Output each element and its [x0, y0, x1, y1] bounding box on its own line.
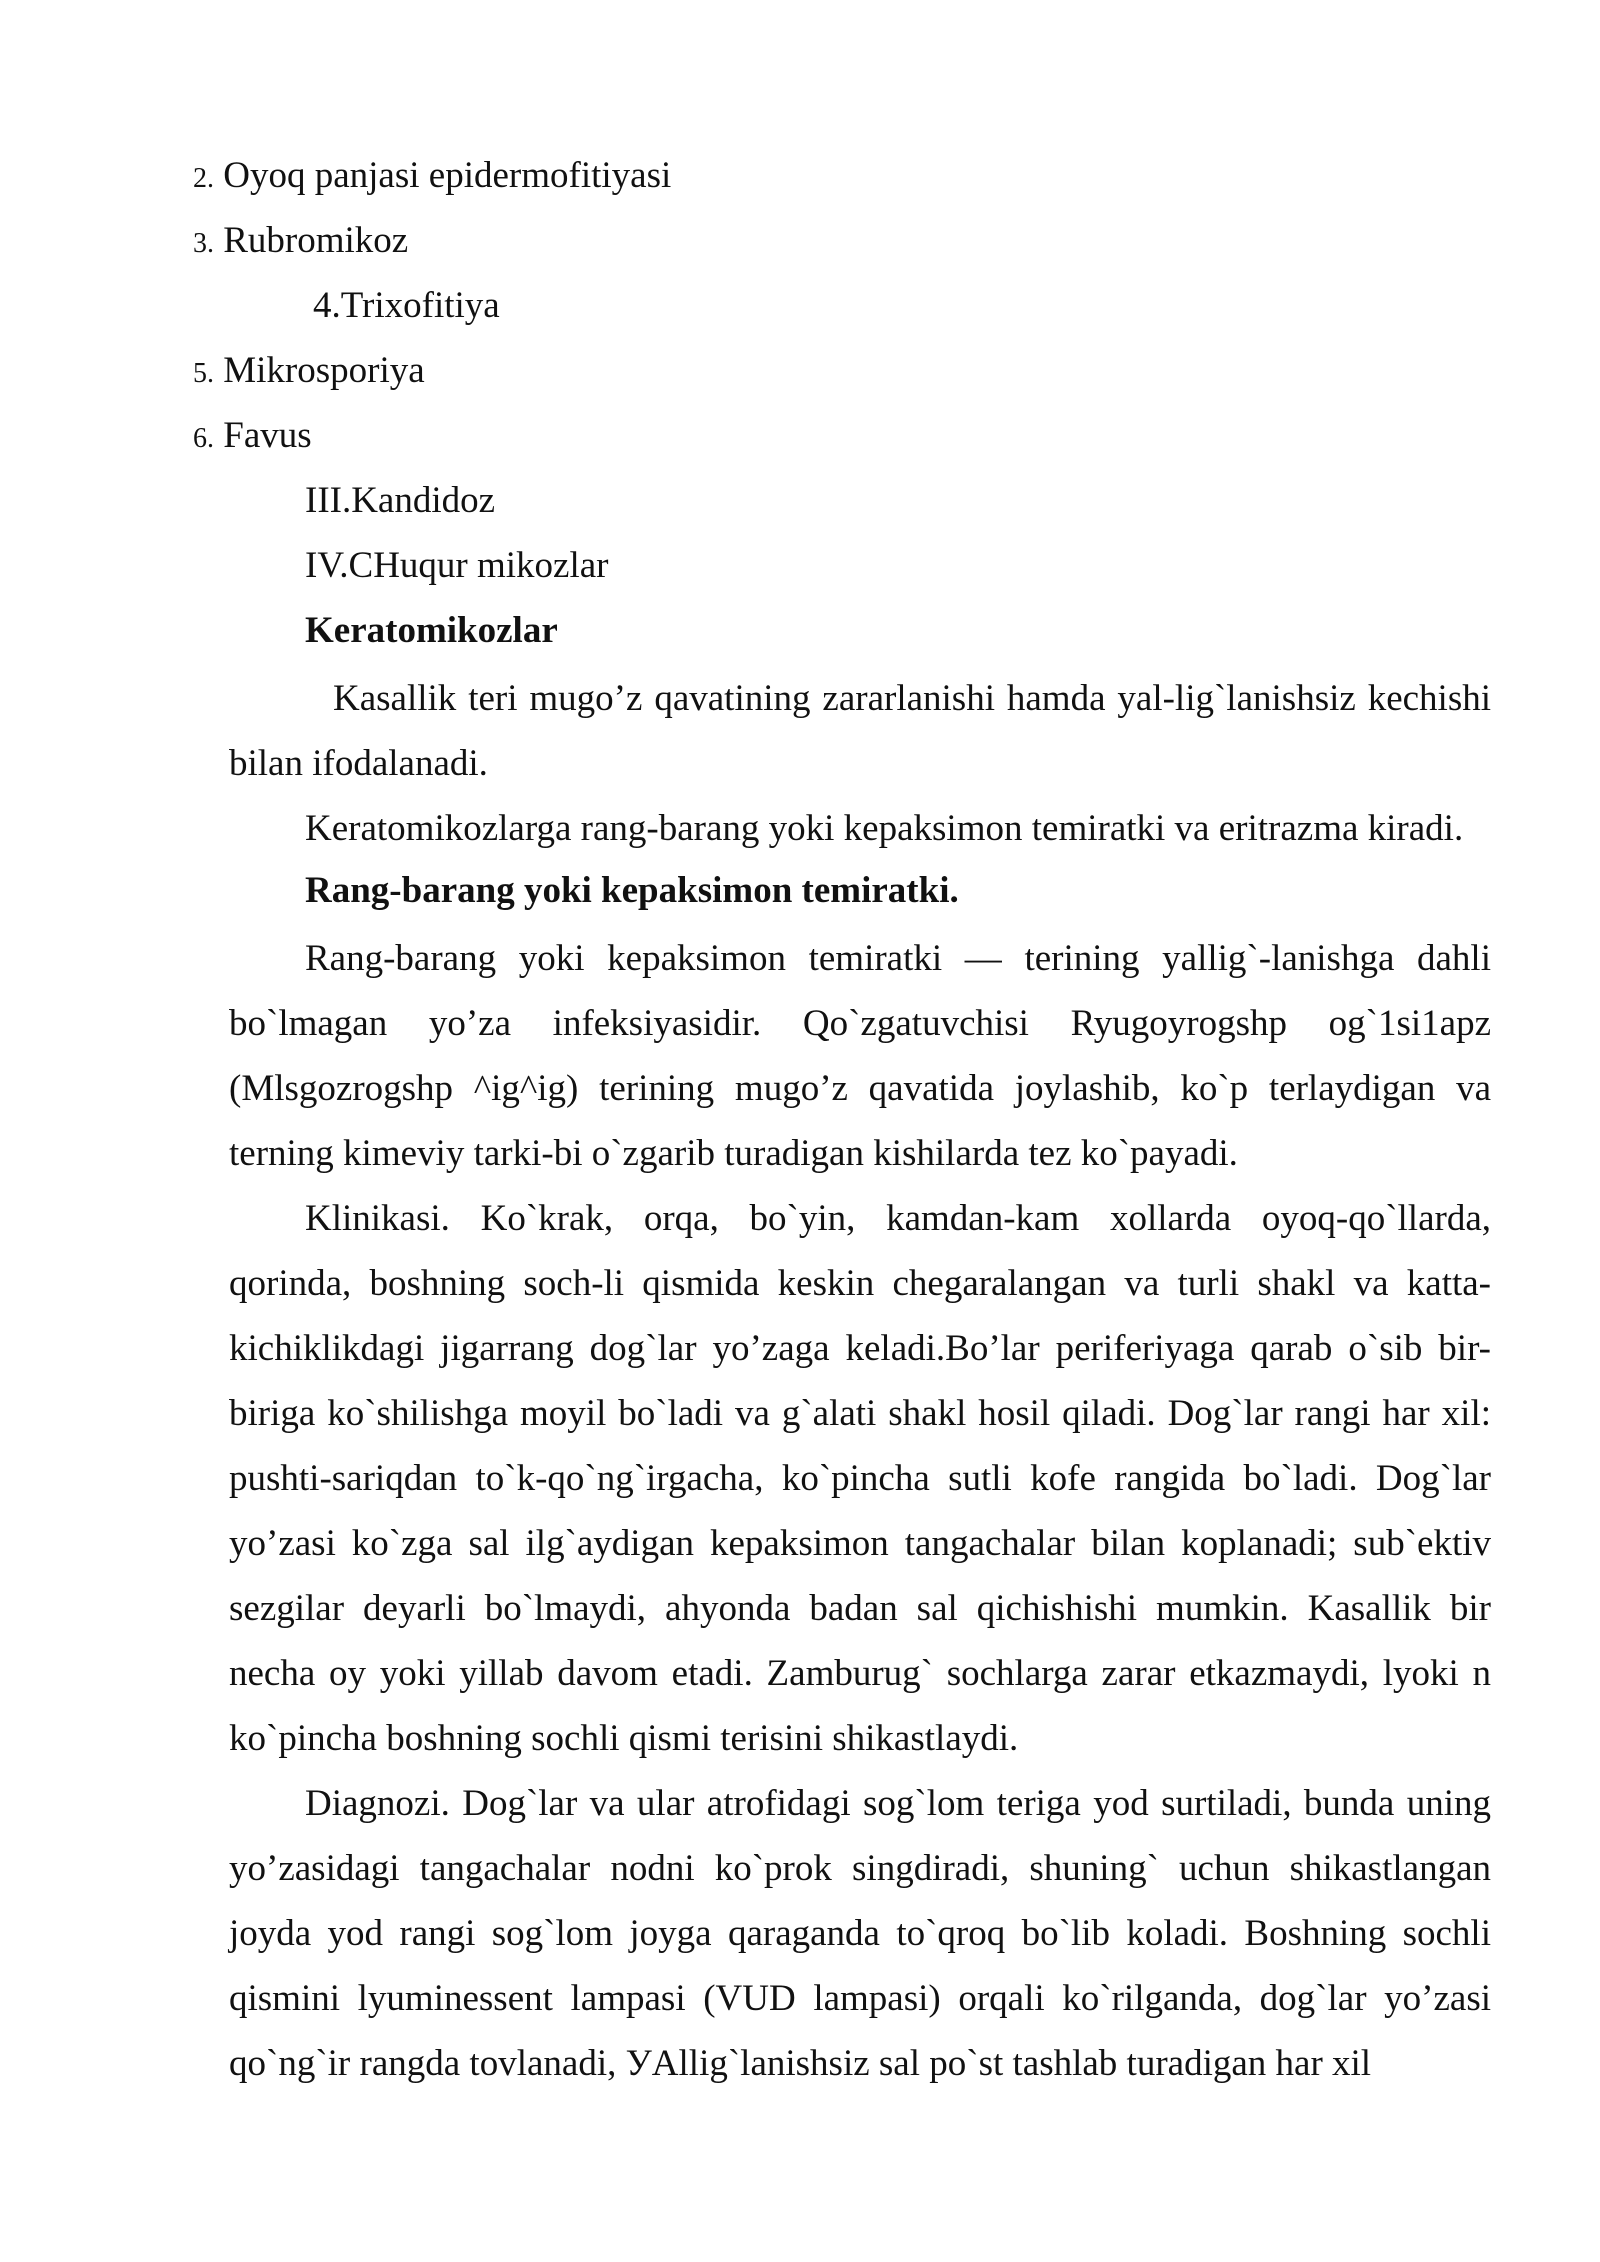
paragraph-definition: Rang-barang yoki kepaksimon temiratki — terining yallig`-lanishga dahli bo`lmagan yo’za infeksiyasidir. Qo`zgatuvchisi Ryugoyrogshp og`1si1apz (Mlsgozrogshp ^ig^ig) terining mugo’z qavatida joylashib, ko`p terlaydigan va terning kimeviy tarki-bi o`zgarib turadigan kishilarda tez ko`payadi.	[229, 938, 1491, 1174]
list-item-number: 6.	[193, 423, 214, 454]
section-heading-chuqur-mikozlar: IV.CHuqur mikozlar	[305, 545, 609, 586]
section-heading-keratomikozlar: Keratomikozlar	[305, 610, 558, 651]
list-item	[193, 218, 408, 267]
paragraph-keratomikoz-types: Keratomikozlarga rang-barang yoki kepaksimon temiratki va eritrazma kiradi.	[305, 808, 1464, 849]
paragraph-klinikasi: Klinikasi. Ko`krak, orqa, bo`yin, kamdan-kam xollarda oyoq-qo`llarda, qorinda, boshning soch-li qismida keskin chegaralangan va turli shakl va katta-kichiklikdagi jigarrang dog`lar yo’zaga keladi.Bo’lar periferiyaga qarab o`sib bir-biriga ko`shilishga moyil bo`ladi va g`alati shakl hosil qiladi. Dog`lar rangi har xil: pushti-sariqdan to`k-qo`ng`irgacha, ko`pincha sutli kofe rangida bo`ladi. Dog`lar yo’zasi ko`zga sal ilg`aydigan kepaksimon tangachalar bilan koplanadi; sub`ektiv sezgilar deyarli bo`lmaydi, ahyonda badan sal qichishishi mumkin. Kasallik bir necha oy yoki yillab davom etadi. Zamburug` sochlarga zarar etkazmaydi, lyoki n ko`pincha boshning sochli qismi terisini shikastlaydi.	[229, 1198, 1491, 1759]
section-heading-kandidoz: III.Kandidoz	[305, 480, 496, 521]
list-item-number: 3.	[193, 228, 214, 259]
list-item-text: Oyoq panjasi epidermofitiyasi	[223, 155, 672, 196]
list-item-number: 2.	[193, 163, 214, 194]
list-item-text: 4.Trixofitiya	[313, 285, 500, 326]
list-item-text: Mikrosporiya	[223, 350, 425, 391]
list-item	[313, 283, 500, 329]
section-heading-rang-barang: Rang-barang yoki kepaksimon temiratki.	[305, 870, 959, 911]
list-item	[193, 153, 671, 202]
list-item-text: Rubromikoz	[223, 220, 409, 261]
paragraph-diagnozi: Diagnozi. Dog`lar va ular atrofidagi sog`lom teriga yod surtiladi, bunda uning yo’zasidagi tangachalar nodni ko`prok singdiradi, shuning` uchun shikastlangan joyda yod rangi sog`lom joyga qaraganda to`qroq bo`lib koladi. Boshning sochli qismini lyuminessent lampasi (VUD lampasi) orqali ko`rilganda, dog`lar yo’zasi qo`ng`ir rangda tovlanadi, УAllig`lanishsiz sal po`st tashlab turadigan har xil	[229, 1783, 1491, 2084]
list-item	[193, 413, 312, 462]
list-item-number: 5.	[193, 358, 214, 389]
paragraph-keratomikoz-intro: Kasallik teri mugo’z qavatining zararlanishi hamda yal-lig`lanishsiz kechishi bilan ifodalanadi.	[229, 678, 1491, 784]
list-item	[193, 348, 425, 397]
list-item-text: Favus	[223, 415, 312, 456]
